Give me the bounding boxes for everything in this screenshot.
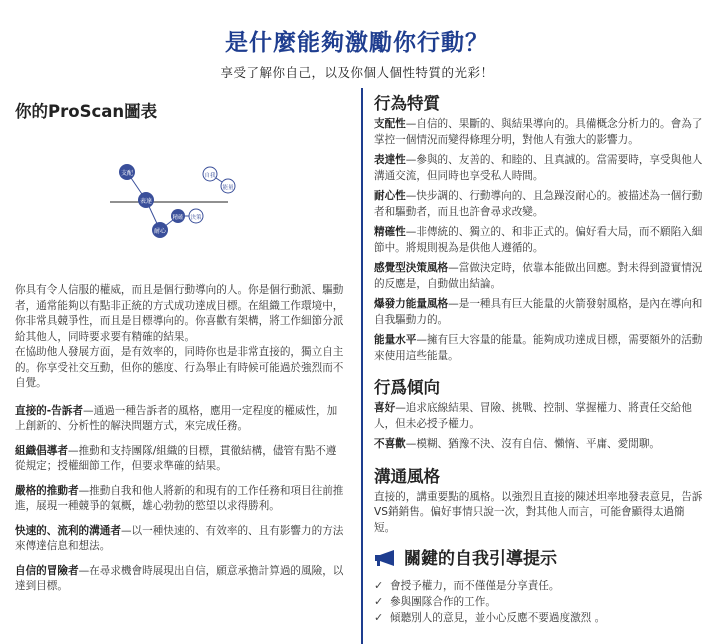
column-divider [361, 88, 363, 644]
checkmark-icon: ✓ [374, 595, 384, 608]
tendency-heading: 行爲傾向 [374, 378, 440, 397]
style-desc: —推動自我和他人將新的和現有的工作任務和項目往前推進，展現一種競爭的氣概，雄心勃勃的慾望以求得勝利。 [15, 484, 344, 512]
style-desc: —在尋求機會時展現出自信，願意承擔計算過的風險，以達到目標。 [15, 564, 344, 592]
trait-term: 表達性 [374, 154, 406, 166]
trait-desc: —參與的、友善的、和睦的、且真誠的。當需要時，享受與他人溝通交流，但同時也享受私人時間。 [374, 154, 703, 182]
node-extroversion-label: 表達 [139, 198, 153, 205]
trait-term: 耐心性 [374, 190, 406, 202]
proscan-chart [100, 158, 250, 248]
trait-term: 爆發力能量風格 [374, 298, 449, 310]
page-title: 是什麼能夠激勵你行動？ [225, 30, 489, 56]
trait-desc: —非傳統的、獨立的、和非正式的。偏好看大局，而不願陷入細節中。將規則視為是供他人遵循的。 [374, 226, 703, 254]
tendency-item [374, 437, 704, 453]
traits-heading: 行為特質 [374, 94, 440, 113]
node-conformity-label: 精確 [172, 215, 184, 221]
tendency-section [374, 374, 704, 453]
left-body [15, 283, 345, 604]
node-dominance-label: 支配 [120, 170, 134, 177]
trait-term: 支配性 [374, 118, 406, 130]
page-subtitle: 享受了解你自己，以及你個人個性特質的光彩！ [220, 65, 494, 80]
page-header [0, 24, 714, 81]
style-term: 快速的、流利的溝通者 [15, 524, 121, 537]
style-term: 直接的-告訴者 [15, 404, 83, 417]
trait-desc: —是一種具有巨大能量的火箭發射風格，是內在導向和自我驅動力的。 [374, 298, 703, 326]
trait-desc: —自信的、果斷的、與結果導向的。具備概念分析力的。會為了掌控一個情況而變得條理分明，對他人有強大的影響力。 [374, 118, 703, 146]
tendency-term: 喜好 [374, 402, 396, 414]
keys-list [374, 578, 704, 626]
intro-paragraph: 你具有令人信服的權威，而且是個行動導向的人。你是個行動派、驅動者，通常能夠以有點非正統的方式成功達成目標。在組織工作環境中，你非常具競爭性，而且是目標導向的。你喜歡有架構，將工作細節分派給其他人，同時要求要有精確的結果。 [15, 284, 344, 343]
trait-item [374, 297, 704, 328]
style-desc: —通過一種告訴者的風格，應用一定程度的權威性，加上創新的、分析性的解決問題方式，來完成任務。 [15, 404, 338, 432]
megaphone-icon [374, 549, 398, 567]
proscan-heading: 你的ProScan圖表 [15, 102, 158, 121]
communication-desc: 直接的，講重要點的風格。以強烈且直接的陳述坦率地發表意見，告訴VS銷銷售。偏好事情只說一次，對其他人而言，可能會顯得太過簡短。 [374, 490, 703, 534]
list-item [374, 594, 704, 610]
style-desc: —以一種快速的、有效率的、且有影響力的方法來傳達信息和想法。 [15, 524, 344, 552]
node-energy-label: 能量 [222, 185, 234, 191]
trait-desc: —擁有巨大容量的能量。能夠成功達成目標，需要額外的活動來使用這些能量。 [374, 334, 703, 362]
list-item [374, 610, 704, 626]
style-item [15, 404, 345, 435]
style-item [15, 484, 345, 515]
style-term: 嚴格的推動者 [15, 484, 79, 497]
trait-term: 精確性 [374, 226, 406, 238]
trait-term: 能量水平 [374, 334, 417, 346]
style-term: 自信的冒險者 [15, 564, 79, 577]
trait-item [374, 333, 704, 364]
trait-term: 感覺型決策風格 [374, 262, 449, 274]
proscan-section [15, 92, 345, 122]
list-item [374, 578, 704, 594]
checkmark-icon: ✓ [374, 611, 384, 624]
keys-heading: 關鍵的自我引導提示 [404, 549, 557, 569]
communication-heading: 溝通風格 [374, 466, 440, 486]
intro-block [15, 283, 345, 392]
key-tip: 參與團隊合作的工作。 [390, 596, 496, 608]
communication-section [374, 463, 704, 537]
tendency-term: 不喜歡 [374, 438, 406, 450]
tendency-item [374, 401, 704, 432]
trait-desc: —快步調的、行動導向的、且急躁沒耐心的。被描述為一個行動者和驅動者，而且也許會尋求改變。 [374, 190, 703, 218]
tendency-desc: —模糊、猶豫不決、沒有自信、懶惰、平庸、愛閒聊。 [405, 438, 661, 450]
node-self-label: 自我 [204, 173, 216, 179]
intro-paragraph-2: 在協助他人發展方面，是有效率的，同時你也是非常直接的，獨立自主的。你享受社交互動，但你的態度、行為舉止有時候可能過於強烈而不自覺。 [15, 346, 344, 389]
checkmark-icon: ✓ [374, 579, 384, 592]
node-pace-label: 耐心 [153, 228, 167, 235]
style-desc: —推動和支持團隊/組織的目標，貫徹結構，儘管有點不遵從規定；授權細節工作，但要求準確的結果。 [15, 444, 337, 472]
style-item [15, 524, 345, 555]
trait-item [374, 153, 704, 184]
style-item [15, 444, 345, 475]
trait-desc: —當做決定時，依靠本能做出回應。對未得到證實情況的反應是，自動做出結論。 [374, 262, 703, 290]
key-tip: 傾聽別人的意見，並小心反應不要過度激烈 。 [390, 612, 606, 624]
node-decision-label: 決策 [190, 215, 202, 221]
style-term: 組織倡導者 [15, 444, 68, 457]
trait-item [374, 225, 704, 256]
trait-item [374, 261, 704, 292]
trait-item [374, 117, 704, 148]
tendency-desc: —追求底線結果、冒險、挑戰、控制、掌握權力、將責任交給他人，但未必授予權力。 [374, 402, 692, 430]
style-item [15, 564, 345, 595]
keys-header [374, 544, 704, 572]
trait-item [374, 189, 704, 220]
key-tip: 會授予權力，而不僅僅是分享責任。 [390, 580, 560, 592]
right-column [374, 90, 704, 626]
